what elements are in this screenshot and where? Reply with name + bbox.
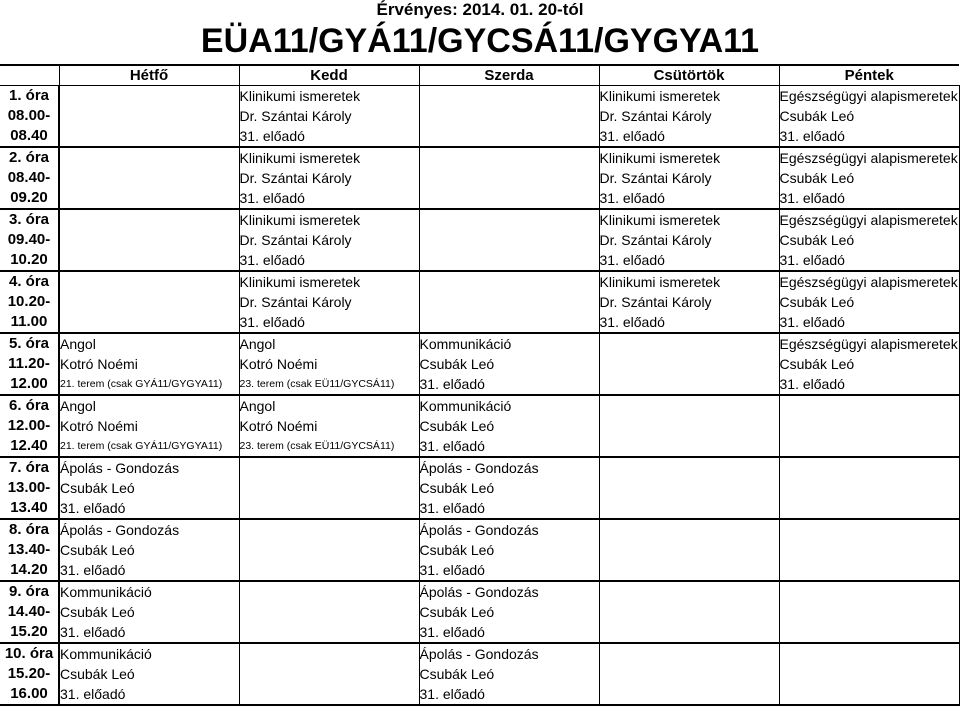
lesson-cell — [779, 86, 959, 148]
period-label: 6. óra — [8, 397, 50, 414]
lesson-room: 21. terem (csak GYÁ11/GYGYA11) — [60, 378, 223, 390]
lesson-teacher: Csubák Leó — [779, 108, 855, 124]
lesson-cell — [59, 333, 239, 395]
lesson-teacher: Kotró Noémi — [239, 418, 318, 434]
lesson-teacher — [240, 540, 419, 560]
period-row — [0, 643, 959, 705]
lesson-room: 31. előadó — [599, 190, 665, 206]
period-label: 4. óra — [8, 273, 50, 290]
lesson-subject — [600, 582, 779, 602]
period-time-cell — [0, 395, 59, 457]
lesson-cell — [599, 581, 779, 643]
lesson-cell — [239, 395, 419, 457]
lesson-room: 31. előadó — [779, 252, 845, 268]
lesson-room — [780, 436, 959, 456]
lesson-cell — [599, 209, 779, 271]
lesson-subject: Egészségügyi alapismeretek — [779, 212, 958, 228]
lesson-teacher: Dr. Szántai Károly — [599, 294, 712, 310]
lesson-subject: Kommunikáció — [60, 584, 152, 600]
lesson-teacher — [780, 540, 959, 560]
lesson-subject: Angol — [239, 336, 276, 352]
day-header-friday: Péntek — [779, 65, 959, 86]
lesson-cell — [419, 581, 599, 643]
period-label: 10. óra — [4, 645, 54, 662]
lesson-cell — [239, 147, 419, 209]
lesson-subject — [780, 396, 959, 416]
lesson-room — [600, 498, 779, 518]
lesson-subject: Ápolás - Gondozás — [60, 522, 180, 538]
lesson-teacher: Csubák Leó — [60, 666, 135, 682]
lesson-teacher: Csubák Leó — [779, 356, 855, 372]
lesson-subject — [420, 148, 599, 168]
lesson-room: 31. előadó — [599, 252, 665, 268]
lesson-cell — [59, 581, 239, 643]
lesson-cell — [239, 457, 419, 519]
lesson-teacher — [600, 354, 779, 374]
period-time-cell — [0, 457, 59, 519]
lesson-room: 31. előadó — [419, 686, 485, 702]
lesson-room — [60, 250, 239, 270]
period-label: 7. óra — [8, 459, 50, 476]
lesson-subject: Klinikumi ismeretek — [599, 88, 721, 104]
lesson-teacher — [600, 602, 779, 622]
period-row — [0, 519, 959, 581]
period-end-time: 11.00 — [10, 313, 48, 330]
lesson-subject — [240, 582, 419, 602]
lesson-cell — [779, 147, 959, 209]
period-time-cell — [0, 209, 59, 271]
period-label: 5. óra — [8, 335, 50, 352]
lesson-room: 31. előadó — [779, 190, 845, 206]
lesson-subject — [600, 334, 779, 354]
period-start-time: 15.20- — [7, 665, 51, 682]
lesson-teacher: Csubák Leó — [419, 542, 495, 558]
lesson-subject: Kommunikáció — [419, 336, 512, 352]
lesson-teacher: Csubák Leó — [419, 666, 495, 682]
lesson-room: 31. előadó — [779, 314, 845, 330]
lesson-room — [60, 312, 239, 332]
lesson-subject — [60, 86, 239, 106]
lesson-cell — [59, 271, 239, 333]
lesson-subject: Ápolás - Gondozás — [419, 460, 539, 476]
lesson-cell — [239, 333, 419, 395]
lesson-room — [780, 498, 959, 518]
lesson-teacher — [60, 106, 239, 126]
lesson-subject: Angol — [60, 336, 96, 352]
lesson-subject — [600, 458, 779, 478]
period-row — [0, 581, 959, 643]
lesson-subject: Klinikumi ismeretek — [239, 88, 361, 104]
lesson-teacher: Csubák Leó — [419, 604, 495, 620]
lesson-room: 31. előadó — [419, 624, 485, 640]
lesson-room: 31. előadó — [60, 624, 126, 640]
lesson-cell — [419, 209, 599, 271]
lesson-room: 31. előadó — [599, 314, 665, 330]
lesson-room: 23. terem (csak EÜ11/GYCSÁ11) — [239, 378, 395, 390]
period-label: 2. óra — [8, 149, 50, 166]
lesson-cell — [419, 519, 599, 581]
lesson-subject: Angol — [60, 398, 96, 414]
lesson-subject — [780, 582, 959, 602]
lesson-subject: Klinikumi ismeretek — [599, 274, 721, 290]
lesson-teacher: Csubák Leó — [60, 480, 135, 496]
period-row — [0, 209, 959, 271]
period-end-time: 10.20 — [10, 251, 48, 268]
lesson-cell — [59, 209, 239, 271]
lesson-room — [420, 312, 599, 332]
period-time-cell — [0, 86, 59, 148]
lesson-teacher — [780, 416, 959, 436]
period-row — [0, 271, 959, 333]
lesson-cell — [779, 457, 959, 519]
lesson-teacher — [420, 292, 599, 312]
lesson-cell — [419, 395, 599, 457]
period-row — [0, 147, 959, 209]
lesson-room: 31. előadó — [419, 500, 485, 516]
lesson-teacher — [780, 478, 959, 498]
lesson-subject: Ápolás - Gondozás — [419, 584, 539, 600]
lesson-room: 31. előadó — [239, 190, 305, 206]
lesson-subject: Ápolás - Gondozás — [60, 460, 180, 476]
day-header-thursday: Csütörtök — [599, 65, 779, 86]
lesson-subject — [780, 644, 959, 664]
lesson-cell — [779, 209, 959, 271]
lesson-subject — [600, 644, 779, 664]
period-label: 1. óra — [8, 87, 50, 104]
lesson-teacher — [600, 540, 779, 560]
lesson-cell — [239, 86, 419, 148]
lesson-room: 23. terem (csak EÜ11/GYCSÁ11) — [239, 440, 395, 452]
lesson-room: 31. előadó — [419, 376, 485, 392]
lesson-cell — [779, 395, 959, 457]
lesson-room: 21. terem (csak GYÁ11/GYGYA11) — [60, 440, 223, 452]
lesson-subject: Klinikumi ismeretek — [239, 212, 361, 228]
period-row — [0, 86, 959, 148]
lesson-cell — [239, 271, 419, 333]
lesson-cell — [599, 519, 779, 581]
lesson-subject — [240, 520, 419, 540]
lesson-room: 31. előadó — [239, 314, 305, 330]
lesson-cell — [599, 643, 779, 705]
lesson-room — [600, 622, 779, 642]
lesson-cell — [59, 643, 239, 705]
period-end-time: 12.40 — [10, 437, 48, 454]
lesson-cell — [779, 581, 959, 643]
period-start-time: 09.40- — [7, 231, 51, 248]
lesson-cell — [599, 333, 779, 395]
period-end-time: 13.40 — [10, 499, 48, 516]
lesson-teacher: Kotró Noémi — [60, 356, 138, 372]
lesson-cell — [59, 86, 239, 148]
lesson-cell — [599, 271, 779, 333]
timetable — [0, 64, 960, 706]
period-start-time: 13.40- — [7, 541, 51, 558]
lesson-subject: Kommunikáció — [60, 646, 152, 662]
lesson-room: 31. előadó — [60, 562, 126, 578]
lesson-room — [780, 622, 959, 642]
day-header-monday: Hétfő — [59, 65, 239, 86]
lesson-cell — [419, 271, 599, 333]
period-start-time: 08.40- — [7, 169, 51, 186]
lesson-subject — [60, 210, 239, 230]
period-start-time: 14.40- — [7, 603, 51, 620]
lesson-room — [600, 560, 779, 580]
lesson-room — [240, 622, 419, 642]
period-time-cell — [0, 519, 59, 581]
period-start-time: 11.20- — [8, 355, 50, 372]
lesson-room: 31. előadó — [779, 128, 845, 144]
period-time-cell — [0, 581, 59, 643]
lesson-cell — [419, 643, 599, 705]
lesson-room — [240, 684, 419, 704]
period-end-time: 08.40 — [10, 127, 48, 144]
lesson-subject — [780, 458, 959, 478]
validity-date: Érvényes: 2014. 01. 20-tól — [376, 0, 584, 19]
lesson-cell — [419, 457, 599, 519]
lesson-subject — [240, 458, 419, 478]
lesson-cell — [599, 395, 779, 457]
lesson-subject — [600, 396, 779, 416]
lesson-cell — [59, 147, 239, 209]
period-end-time: 15.20 — [10, 623, 48, 640]
lesson-subject — [60, 272, 239, 292]
lesson-subject — [780, 520, 959, 540]
lesson-teacher: Dr. Szántai Károly — [239, 170, 352, 186]
lesson-room: 31. előadó — [60, 686, 126, 702]
lesson-subject — [240, 644, 419, 664]
lesson-teacher: Kotró Noémi — [60, 418, 138, 434]
lesson-room: 31. előadó — [419, 438, 485, 454]
day-header-row — [0, 65, 959, 86]
lesson-teacher — [420, 106, 599, 126]
lesson-cell — [59, 395, 239, 457]
lesson-room — [240, 560, 419, 580]
lesson-teacher: Dr. Szántai Károly — [599, 108, 712, 124]
page-title: EÜA11/GYÁ11/GYCSÁ11/GYGYA11 — [200, 22, 760, 60]
lesson-subject — [600, 520, 779, 540]
lesson-cell — [419, 333, 599, 395]
period-time-cell — [0, 643, 59, 705]
lesson-subject: Klinikumi ismeretek — [239, 150, 361, 166]
lesson-subject: Ápolás - Gondozás — [419, 522, 539, 538]
lesson-subject: Egészségügyi alapismeretek — [779, 150, 958, 166]
period-end-time: 09.20 — [10, 189, 48, 206]
lesson-subject: Klinikumi ismeretek — [239, 274, 361, 290]
lesson-cell — [599, 147, 779, 209]
period-end-time: 12.00 — [10, 375, 48, 392]
lesson-cell — [779, 271, 959, 333]
lesson-room — [600, 684, 779, 704]
lesson-cell — [59, 457, 239, 519]
lesson-cell — [599, 86, 779, 148]
lesson-room — [60, 188, 239, 208]
period-end-time: 14.20 — [10, 561, 48, 578]
lesson-cell — [239, 643, 419, 705]
period-start-time: 10.20- — [7, 293, 51, 310]
lesson-room: 31. előadó — [779, 376, 845, 392]
lesson-subject — [420, 272, 599, 292]
period-end-time: 16.00 — [10, 685, 48, 702]
lesson-subject — [420, 86, 599, 106]
lesson-teacher — [600, 478, 779, 498]
period-start-time: 13.00- — [7, 479, 51, 496]
corner-cell — [0, 65, 59, 86]
lesson-teacher — [60, 292, 239, 312]
lesson-room: 31. előadó — [419, 562, 485, 578]
lesson-subject — [420, 210, 599, 230]
lesson-subject: Ápolás - Gondozás — [419, 646, 539, 662]
lesson-cell — [419, 147, 599, 209]
lesson-teacher — [240, 664, 419, 684]
lesson-teacher: Csubák Leó — [779, 232, 855, 248]
period-start-time: 12.00- — [7, 417, 51, 434]
lesson-subject: Klinikumi ismeretek — [599, 150, 721, 166]
lesson-room — [600, 374, 779, 394]
lesson-room — [600, 436, 779, 456]
lesson-teacher: Dr. Szántai Károly — [599, 170, 712, 186]
lesson-teacher: Kotró Noémi — [239, 356, 318, 372]
lesson-teacher — [240, 602, 419, 622]
lesson-cell — [239, 519, 419, 581]
lesson-room: 31. előadó — [239, 252, 305, 268]
lesson-room: 31. előadó — [599, 128, 665, 144]
lesson-cell — [59, 519, 239, 581]
lesson-teacher: Dr. Szántai Károly — [239, 108, 352, 124]
period-label: 9. óra — [8, 583, 50, 600]
lesson-teacher: Csubák Leó — [419, 356, 495, 372]
lesson-cell — [779, 643, 959, 705]
period-label: 3. óra — [8, 211, 50, 228]
lesson-subject: Egészségügyi alapismeretek — [779, 336, 958, 352]
period-row — [0, 457, 959, 519]
lesson-teacher: Dr. Szántai Károly — [599, 232, 712, 248]
lesson-room — [420, 126, 599, 146]
lesson-teacher: Dr. Szántai Károly — [239, 294, 352, 310]
lesson-room — [420, 188, 599, 208]
lesson-room — [780, 684, 959, 704]
lesson-teacher — [780, 664, 959, 684]
lesson-cell — [779, 333, 959, 395]
lesson-teacher: Csubák Leó — [779, 170, 855, 186]
lesson-subject: Egészségügyi alapismeretek — [779, 274, 958, 290]
lesson-room — [60, 126, 239, 146]
period-time-cell — [0, 333, 59, 395]
lesson-teacher — [420, 230, 599, 250]
lesson-teacher — [60, 168, 239, 188]
period-label: 8. óra — [8, 521, 50, 538]
lesson-cell — [239, 581, 419, 643]
lesson-cell — [239, 209, 419, 271]
lesson-teacher: Dr. Szántai Károly — [239, 232, 352, 248]
lesson-teacher: Csubák Leó — [419, 480, 495, 496]
lesson-room — [420, 250, 599, 270]
period-row — [0, 395, 959, 457]
lesson-subject — [60, 148, 239, 168]
lesson-teacher: Csubák Leó — [60, 604, 135, 620]
lesson-subject: Klinikumi ismeretek — [599, 212, 721, 228]
lesson-teacher: Csubák Leó — [779, 294, 855, 310]
lesson-room — [240, 498, 419, 518]
period-time-cell — [0, 147, 59, 209]
lesson-room: 31. előadó — [60, 500, 126, 516]
lesson-teacher — [60, 230, 239, 250]
lesson-teacher: Csubák Leó — [419, 418, 495, 434]
lesson-room — [780, 560, 959, 580]
lesson-teacher — [600, 416, 779, 436]
lesson-subject: Egészségügyi alapismeretek — [779, 88, 958, 104]
lesson-cell — [419, 86, 599, 148]
period-start-time: 08.00- — [7, 107, 51, 124]
day-header-tuesday: Kedd — [239, 65, 419, 86]
period-time-cell — [0, 271, 59, 333]
lesson-cell — [779, 519, 959, 581]
lesson-teacher: Csubák Leó — [60, 542, 135, 558]
lesson-teacher — [780, 602, 959, 622]
lesson-subject: Kommunikáció — [419, 398, 512, 414]
lesson-room: 31. előadó — [239, 128, 305, 144]
lesson-teacher — [420, 168, 599, 188]
period-row — [0, 333, 959, 395]
day-header-wednesday: Szerda — [419, 65, 599, 86]
lesson-teacher — [240, 478, 419, 498]
lesson-teacher — [600, 664, 779, 684]
lesson-subject: Angol — [239, 398, 276, 414]
lesson-cell — [599, 457, 779, 519]
